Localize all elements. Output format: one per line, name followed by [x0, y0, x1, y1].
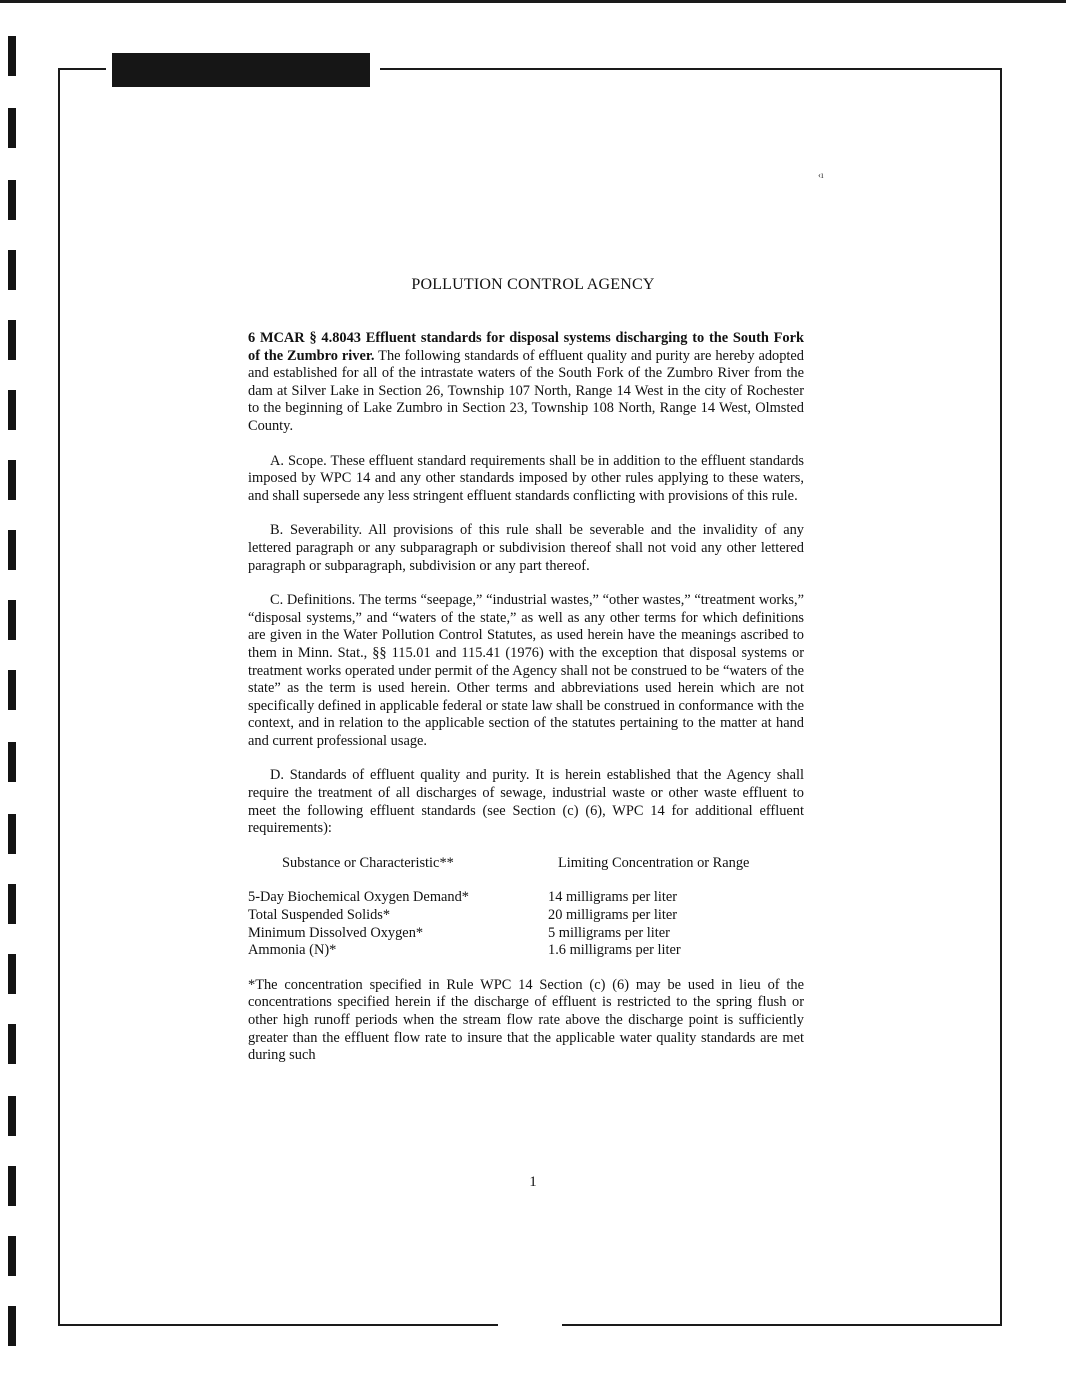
binder-hole [8, 460, 16, 500]
table-row [248, 907, 804, 925]
stray-mark: ‹ı [818, 170, 824, 180]
binder-hole [8, 884, 16, 924]
table-row [248, 889, 804, 907]
redaction-bar [112, 53, 370, 87]
definitions-paragraph: C. Definitions. The terms “seepage,” “industrial wastes,” “other wastes,” “treatment works,” “disposal systems,” and “waters of the state,” as well as any other terms for which definitions are given in the Water Pollution Control Statutes, as used herein have the meanings ascribed to them in Minn. Stat., §§ 115.01 and 115.41 (1976) with the exception that disposal systems or treatment works operated under permit of the Agency shall not be construed to be “waters of the state” as the term is used herein. Other terms and abbreviations used herein which are not specifically defined in applicable federal or state law shall be construed in conformance with the context, and in relation to the applicable section of the statutes pertaining to the matter at hand and current professional usage. [248, 592, 804, 749]
binder-hole [8, 1306, 16, 1346]
substance-cell: Ammonia (N)* [248, 942, 337, 959]
limit-cell: 14 milligrams per liter [548, 889, 678, 906]
table-row [248, 942, 804, 960]
agency-title: POLLUTION CONTROL AGENCY [411, 276, 655, 293]
binder-hole [8, 742, 16, 782]
frame-top-left [58, 68, 106, 70]
standards-paragraph: D. Standards of effluent quality and purity. It is herein established that the Agency shall require the treatment of all discharges of sewage, industrial waste or other waste effluent to meet the following effluent standards (see Section (c) (6), WPC 14 for additional effluent requirements): [248, 767, 804, 837]
frame-right [1000, 68, 1002, 1326]
document-body [248, 330, 804, 1082]
frame-top-right [380, 68, 1002, 70]
binder-hole [8, 530, 16, 570]
header-limit: Limiting Concentration or Range [558, 854, 750, 871]
frame-bottom-left [58, 1324, 498, 1326]
limit-cell: 1.6 milligrams per liter [548, 942, 681, 959]
binder-hole [8, 36, 16, 76]
binder-hole [8, 180, 16, 220]
binder-hole [8, 1236, 16, 1276]
table-row [248, 925, 804, 943]
binder-hole [8, 670, 16, 710]
rule-heading: 6 MCAR § 4.8043 Effluent standards for disposal systems discharging to the South Fork of the Zumbro river. [248, 330, 804, 364]
effluent-table-header [248, 855, 804, 873]
substance-cell: Total Suspended Solids* [248, 907, 391, 924]
frame-bottom-right [562, 1324, 1002, 1326]
top-edge-rule [0, 0, 1066, 3]
binder-punch-strip [0, 0, 20, 1380]
binder-hole [8, 320, 16, 360]
substance-cell: Minimum Dissolved Oxygen* [248, 924, 424, 941]
severability-paragraph: B. Severability. All provisions of this rule shall be severable and the invalidity of any lettered paragraph or any subparagraph or subdivision thereof shall not void any other lettered paragraph or subparagraph, subdivision or any part thereof. [248, 522, 804, 574]
header-substance: Substance or Characteristic** [282, 854, 454, 871]
frame-left [58, 68, 60, 1326]
binder-hole [8, 954, 16, 994]
rule-intro: The following standards of effluent quality and purity are hereby adopted and established for all of the intrastate waters of the South Fork of the Zumbro River from the dam at Silver Lake in Section 26, Township 107 North, Range 14 West in the city of Rochester to the beginning of Lake Zumbro in Section 23, Township 108 North, Range 14 West, Olmsted County. [248, 347, 804, 434]
footnote-paragraph: *The concentration specified in Rule WPC 14 Section (c) (6) may be used in lieu of the concentrations specified herein if the discharge of effluent is restricted to the spring flush or other high runoff periods when the stream flow rate above the discharge point is sufficiently greater than the effluent flow rate to insure that the applicable water quality standards are met during such [248, 976, 804, 1064]
binder-hole [8, 600, 16, 640]
scope-paragraph: A. Scope. These effluent standard requirements shall be in addition to the effluent standards imposed by WPC 14 and any other standards imposed by other rules applying to these waters, and shall supersede any less stringent effluent standards conflicting with provisions of this rule. [248, 452, 804, 504]
limit-cell: 20 milligrams per liter [548, 907, 678, 924]
substance-cell: 5-Day Biochemical Oxygen Demand* [248, 889, 469, 906]
binder-hole [8, 1096, 16, 1136]
binder-hole [8, 814, 16, 854]
page-number: 1 [529, 1174, 537, 1190]
binder-hole [8, 1024, 16, 1064]
effluent-table [248, 889, 804, 959]
limit-cell: 5 milligrams per liter [548, 924, 670, 941]
rule-intro-paragraph [248, 330, 804, 436]
binder-hole [8, 108, 16, 148]
binder-hole [8, 390, 16, 430]
